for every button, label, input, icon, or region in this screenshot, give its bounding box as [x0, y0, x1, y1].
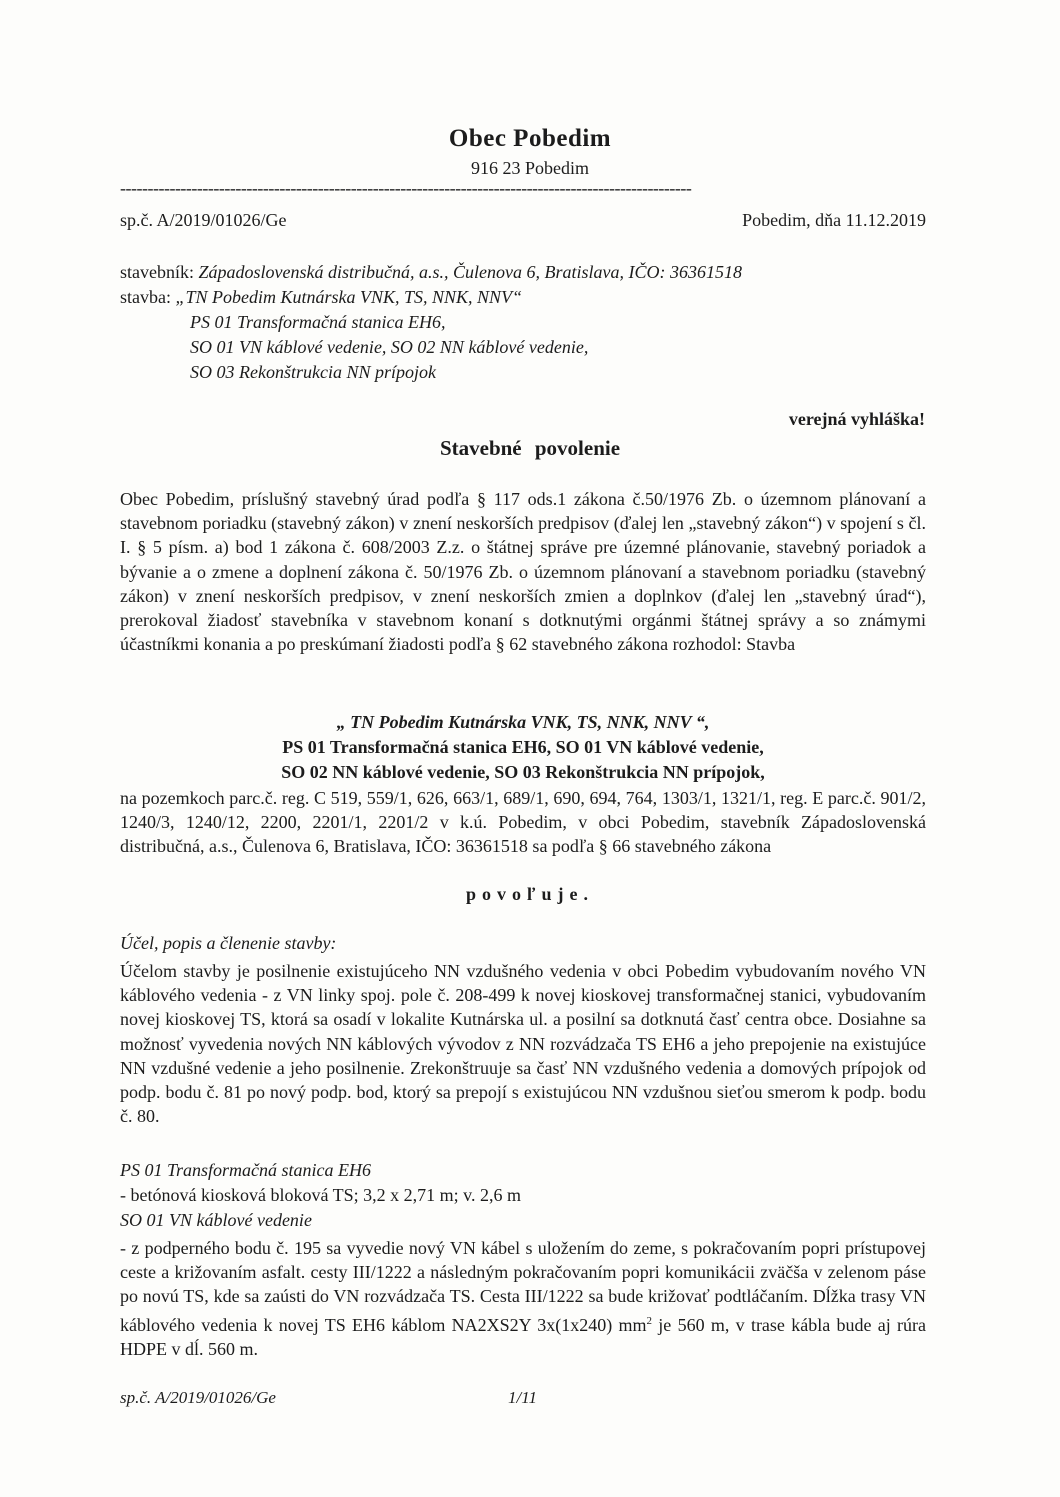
- construction-value: „TN Pobedim Kutnárska VNK, TS, NNK, NNV“: [175, 287, 523, 307]
- parcels-paragraph: na pozemkoch parc.č. reg. C 519, 559/1, 626, 663/1, 689/1, 690, 694, 764, 1303/1, 1321/1, reg. E parc.č. 901/2, 1240/3, 1240/12, 2200, 2201/1, 2201/2 v k.ú. Pobedim, v obci Pobedim, stavebník Západoslovenská distribučná, a.s., Čulenova 6, Bratislava, IČO: 36361518 sa podľa § 66 stavebného zákona: [120, 788, 926, 857]
- so01-paragraph: [120, 1236, 926, 1361]
- ps01-heading: PS 01 Transformačná stanica EH6: [120, 1160, 372, 1180]
- purpose-heading: Účel, popis a členenie stavby:: [120, 933, 337, 953]
- document-title: Stavebné povolenie: [439, 436, 621, 460]
- so01-superscript: 2: [646, 1314, 653, 1327]
- municipality-address: 916 23 Pobedim: [470, 158, 589, 178]
- ps01-description: - betónová kiosková bloková TS; 3,2 x 2,71 m; v. 2,6 m: [120, 1185, 521, 1205]
- builder-line: [120, 262, 742, 283]
- place-date: Pobedim, dňa 11.12.2019: [742, 210, 926, 230]
- public-notice-label: verejná vyhláška!: [788, 409, 925, 429]
- footer-case-number: sp.č. A/2019/01026/Ge: [120, 1388, 276, 1407]
- so01-tail: je 560 m, v trase kábla bude aj rúra HDPE v dĺ. 560 m.: [120, 1314, 927, 1359]
- reference-line: [120, 210, 926, 231]
- construction-label: stavba:: [120, 287, 171, 307]
- decision-parts-line-1: PS 01 Transformačná stanica EH6, SO 01 VN káblové vedenie,: [282, 737, 764, 757]
- verdict: povoľuje.: [466, 884, 594, 904]
- construction-line: [120, 287, 522, 308]
- builder-label: stavebník:: [120, 262, 194, 282]
- so01-text: - z podperného bodu č. 195 sa vyvedie nový VN kábel s uložením do zeme, s pokračovaním popri prístupovej ceste a križovaním asfalt. cesty III/1222 a následným pokračovaním popri komunikácii zväčša v zelenom páse po novú TS, kde sa zaústi do VN rozvádzača TS. Cesta III/1222 sa bude križovať podtláčaním. Dĺžka trasy VN káblového vedenia k novej TS EH6 káblom NA2XS2Y 3x(1x240) mm: [120, 1238, 926, 1335]
- intro-paragraph: Obec Pobedim, príslušný stavebný úrad podľa § 117 ods.1 zákona č.50/1976 Zb. o územnom plánovaní a stavebnom poriadku (stavebný zákon) v znení neskorších predpisov (ďalej len „stavebný zákon“) v spojení s čl. I. § 5 písm. a) bod 1 zákona č. 608/2003 Z.z. o štátnej správe pre územné plánovanie, stavebný poriadok a bývanie a o zmene a doplnení zákona č. 50/1976 Zb. o územnom plánovaní a stavebnom poriadku (stavebný zákon) v znení neskorších predpisov, v znení neskorších zmien a doplnkov (ďalej len „stavebný úrad“), prerokoval žiadosť stavebníka v stavebnom konaní s dotknutými orgánmi štátnej správy a so známymi účastníkmi konania a po preskúmaní žiadosti podľa § 62 stavebného zákona rozhodol: Stavba: [120, 489, 926, 655]
- purpose-paragraph: Účelom stavby je posilnenie existujúceho NN vzdušného vedenia v obci Pobedim vybudovaním nového VN káblového vedenia - z VN linky spoj. pole č. 208-499 k novej kioskovej transformačnej stanici, vybudovaním novej kioskovej TS, ktorá sa osadí v lokalite Kutnárska ul. a posilní sa dotknutá časť centra obce. Dosiahne sa možnosť vyvedenia nových NN káblových vývodov z NN rozvádzača TS EH6 a jeho prepojenie na existujúce NN vzdušné vedenie a jeho posilnenie. Zrekonštruuje sa časť NN vzdušného vedenia a domových prípojok od podp. bodu č. 81 po nový podp. bod, ktorý sa prepojí s existujúcou NN vzdušnou sieťou smerom k podp. bodu č. 80.: [120, 961, 926, 1127]
- decision-parts-line-2: SO 02 NN káblové vedenie, SO 03 Rekonštrukcia NN prípojok,: [281, 762, 765, 782]
- builder-value: Západoslovenská distribučná, a.s., Čulenova 6, Bratislava, IČO: 36361518: [198, 262, 742, 282]
- construction-part-ps01: PS 01 Transformačná stanica EH6,: [190, 312, 446, 332]
- so01-heading: SO 01 VN káblové vedenie: [120, 1210, 312, 1230]
- construction-part-so03: SO 03 Rekonštrukcia NN prípojok: [190, 362, 436, 382]
- municipality-title: Obec Pobedim: [448, 125, 612, 152]
- construction-part-so01-so02: SO 01 VN káblové vedenie, SO 02 NN káblové vedenie,: [190, 337, 589, 357]
- case-number: sp.č. A/2019/01026/Ge: [120, 210, 287, 230]
- footer-page-number: 1/11: [508, 1388, 537, 1407]
- decision-construction-name: „ TN Pobedim Kutnárska VNK, TS, NNK, NNV “,: [336, 712, 710, 732]
- header-separator: --------------------------------------------------------------------------------------------------------: [120, 178, 692, 198]
